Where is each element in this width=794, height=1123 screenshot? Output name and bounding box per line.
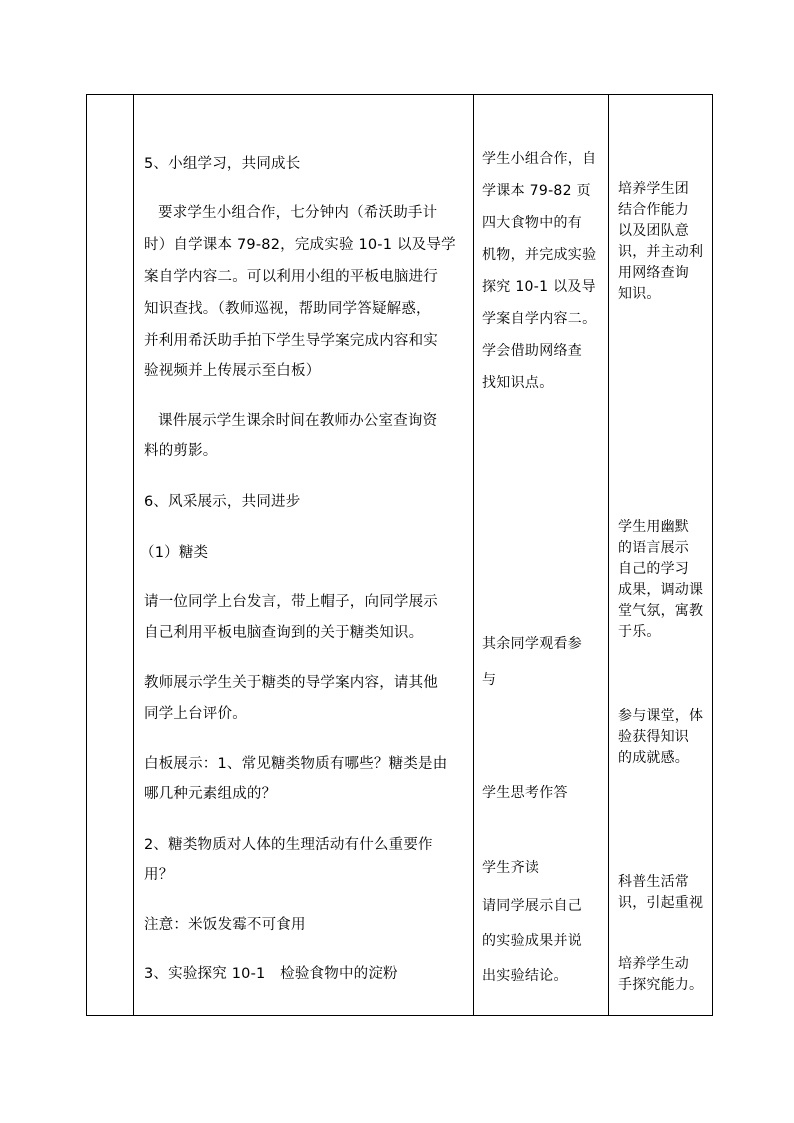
paragraph-line: 料的剪影。 bbox=[144, 443, 218, 459]
teaching-process-column bbox=[134, 95, 473, 1015]
purpose-line: 自己的学习 bbox=[618, 561, 689, 577]
paragraph-line: 课件展示学生课余时间在教师办公室查询资 bbox=[158, 413, 438, 429]
paragraph-line: 用？ bbox=[144, 867, 174, 883]
paragraph-line: 知识查找。（教师巡视，帮助同学答疑解惑， bbox=[144, 301, 431, 317]
purpose-line: 结合作能力 bbox=[618, 202, 689, 218]
section-heading: 6、风采展示，共同进步 bbox=[144, 494, 301, 510]
purpose-line: 科普生活常 bbox=[618, 874, 689, 890]
student-activity-line: 学课本 79-82 页 bbox=[482, 183, 591, 199]
label-column bbox=[87, 95, 133, 1015]
purpose-line: 的语言展示 bbox=[618, 540, 689, 556]
paragraph-line: 请一位同学上台发言，带上帽子，向同学展示 bbox=[144, 594, 438, 610]
paragraph-line: 验视频并上传展示至白板） bbox=[144, 363, 321, 379]
paragraph-line: 要求学生小组合作，七分钟内（希沃助手计 bbox=[158, 205, 438, 221]
purpose-line: 识，并主动利 bbox=[618, 244, 704, 260]
paragraph-line: 自己利用平板电脑查询到的关于糖类知识。 bbox=[144, 625, 424, 641]
purpose-line: 堂气氛，寓教 bbox=[618, 603, 704, 619]
student-activity-line: 出实验结论。 bbox=[482, 968, 568, 984]
purpose-line: 学生用幽默 bbox=[618, 519, 689, 535]
purpose-line: 手探究能力。 bbox=[618, 977, 704, 993]
paragraph-line: 白板展示：1、常见糖类物质有哪些？糖类是由 bbox=[144, 756, 448, 772]
student-activity-line: 学生小组合作，自 bbox=[482, 151, 597, 167]
student-activity-line: 学生思考作答 bbox=[482, 785, 568, 801]
purpose-line: 的成就感。 bbox=[618, 750, 689, 766]
student-activity-line: 四大食物中的有 bbox=[482, 215, 583, 231]
purpose-line: 培养学生团 bbox=[618, 181, 689, 197]
section-heading: 5、小组学习，共同成长 bbox=[144, 156, 301, 172]
paragraph-line: 3、实验探究 10-1 检验食物中的淀粉 bbox=[144, 966, 398, 982]
purpose-line: 用网络查询 bbox=[618, 265, 689, 281]
paragraph-line: 哪几种元素组成的？ bbox=[144, 786, 277, 802]
purpose-line: 识，引起重视 bbox=[618, 895, 704, 911]
student-activity-line: 其余同学观看参 bbox=[482, 636, 583, 652]
purpose-line: 以及团队意 bbox=[618, 223, 689, 239]
student-activity-line: 学案自学内容二。 bbox=[482, 311, 597, 327]
note-line: 注意：米饭发霉不可食用 bbox=[144, 917, 306, 933]
student-activity-line: 探究 10-1 以及导 bbox=[482, 279, 596, 295]
paragraph-line: 同学上台评价。 bbox=[144, 706, 247, 722]
purpose-line: 培养学生动 bbox=[618, 956, 689, 972]
student-activity-line: 与 bbox=[482, 672, 497, 688]
paragraph-line: 时）自学课本 79-82，完成实验 10-1 以及导学 bbox=[144, 237, 456, 253]
purpose-line: 于乐。 bbox=[618, 624, 661, 640]
student-activity-line: 的实验成果并说 bbox=[482, 933, 583, 949]
student-activity-line: 机物，并完成实验 bbox=[482, 247, 597, 263]
design-purpose-column bbox=[609, 95, 713, 1015]
student-activity-column bbox=[474, 95, 608, 1015]
paragraph-line: 并利用希沃助手拍下学生导学案完成内容和实 bbox=[144, 333, 438, 349]
paragraph-line: 教师展示学生关于糖类的导学案内容，请其他 bbox=[144, 675, 438, 691]
purpose-line: 知识。 bbox=[618, 286, 661, 302]
subsection-heading: （1）糖类 bbox=[140, 545, 209, 561]
purpose-line: 参与课堂，体 bbox=[618, 708, 704, 724]
purpose-line: 成果，调动课 bbox=[618, 582, 704, 598]
student-activity-line: 学生齐读 bbox=[482, 860, 540, 876]
student-activity-line: 找知识点。 bbox=[482, 375, 554, 391]
lesson-plan-table bbox=[86, 94, 713, 1016]
student-activity-line: 请同学展示自己 bbox=[482, 898, 583, 914]
paragraph-line: 2、糖类物质对人体的生理活动有什么重要作 bbox=[144, 837, 433, 853]
paragraph-line: 案自学内容二。可以利用小组的平板电脑进行 bbox=[144, 269, 438, 285]
purpose-line: 验获得知识 bbox=[618, 729, 689, 745]
student-activity-line: 学会借助网络查 bbox=[482, 343, 583, 359]
